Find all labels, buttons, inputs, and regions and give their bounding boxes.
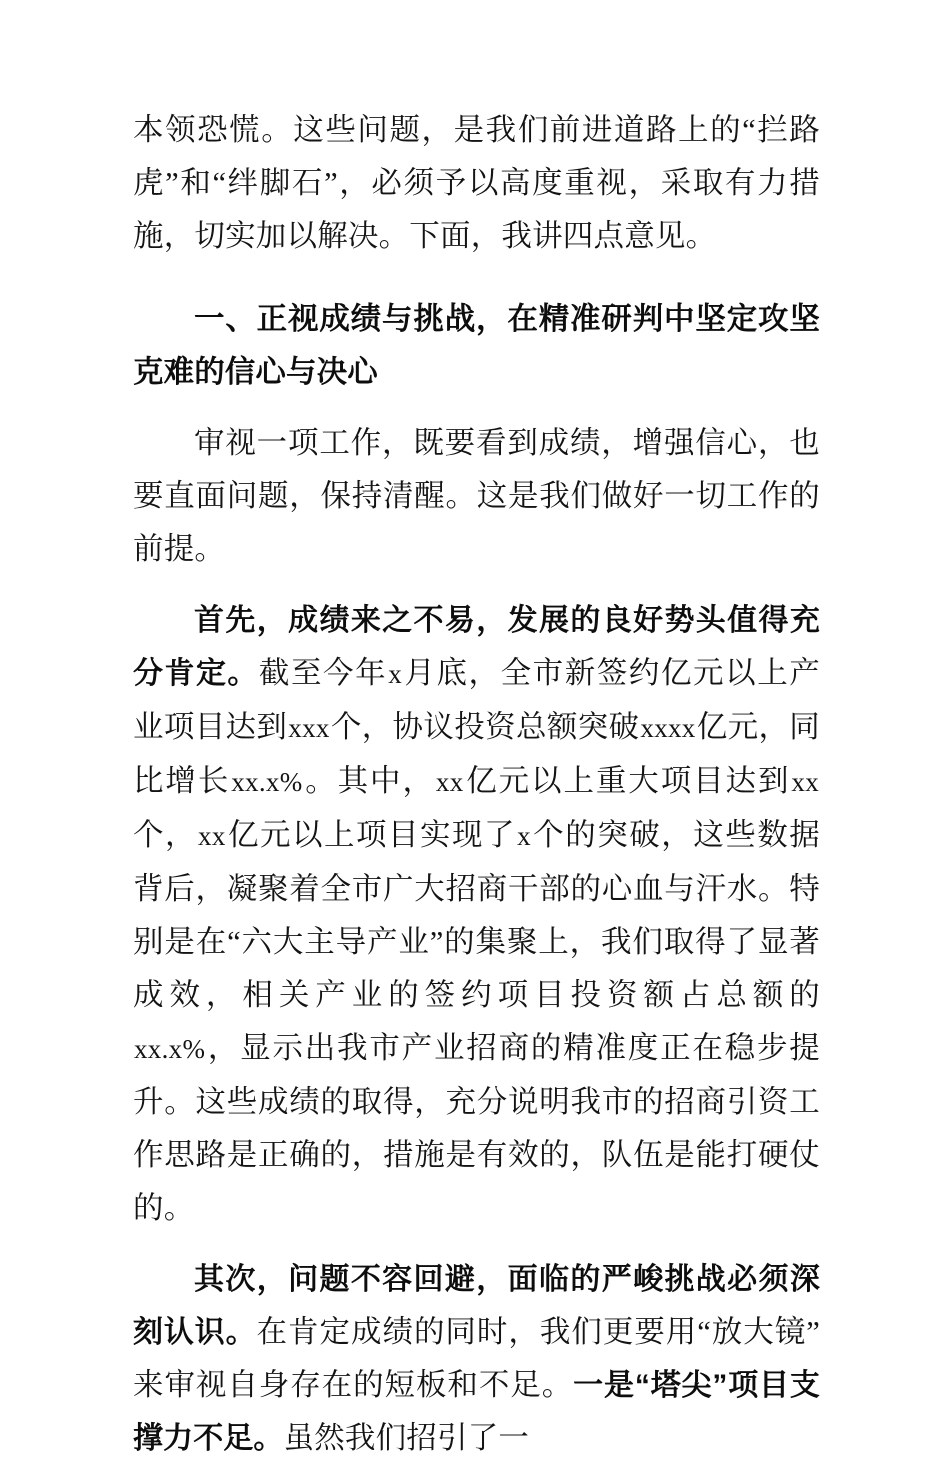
paragraph-review-text: 审视一项工作，既要看到成绩，增强信心，也要直面问题，保持清醒。这是我们做好一切工作的前提。 [133,426,820,566]
spacer-before-heading [133,263,820,293]
paragraph-first-point [133,594,820,1235]
section-heading-one-text: 一、正视成绩与挑战，在精准研判中坚定攻坚克难的信心与决心 [133,302,820,389]
first-placeholder-8: x [517,821,531,851]
paragraph-intro [133,104,820,263]
first-placeholder-1: x [388,659,403,689]
first-placeholder-6: xx [791,767,819,797]
first-placeholder-3: xxxx [640,713,696,743]
first-placeholder-9: xx.x% [134,1034,206,1064]
paragraph-second-sublead: 一是“塔尖”项目支撑力不足。 [133,1369,820,1455]
first-run-8: 亿元以上项目实现了 [226,818,517,852]
paragraph-first-lead: 首先，成绩来之不易，发展的良好势头值得充分肯定。 [133,604,820,690]
spacer-before-second [133,1235,820,1253]
paragraph-intro-text: 本领恐慌。这些问题，是我们前进道路上的“拦路虎”和“绊脚石”，必须予以高度重视，采取有力措施，切实加以解决。下面，我讲四点意见。 [133,113,820,253]
first-run-9: 个的突破，这些数据背后，凝聚着全市广大招商干部的心血与汗水。特别是在“六大主导产业”的集聚上，我们取得了显著成效，相关产业的签约项目投资额占总额的 [133,818,820,1012]
first-run-4: 亿元，同比增长 [133,710,821,798]
first-placeholder-7: xx [198,821,226,851]
spacer-after-heading [133,399,820,417]
spacer-before-first [133,576,820,594]
first-run-2: 月底，全市新签约亿元以上产业项目达到 [133,656,820,744]
paragraph-second-lead: 其次，问题不容回避，面临的严峻挑战必须深刻认识。 [133,1263,820,1349]
document-body [133,104,820,1465]
paragraph-second-point [133,1253,820,1465]
first-run-6: 亿元以上重大项目达到 [464,764,791,798]
second-run-1: 在肯定成绩的同时，我们更要用“放大镜”来审视自身存在的短板和不足。 [133,1315,820,1402]
first-placeholder-2: xxx [288,713,330,743]
first-run-7: 个， [133,818,198,852]
first-run-10: ，显示出我市产业招商的精准度正在稳步提升。这些成绩的取得，充分说明我市的招商引资工作思路是正确的，措施是有效的，队伍是能打硬仗的。 [133,1031,820,1225]
first-run-3: 个，协议投资总额突破 [330,710,640,744]
second-run-2: 虽然我们招引了一 [283,1421,530,1455]
first-run-1: 截至今年 [258,656,388,690]
first-run-5: 。其中， [303,764,435,798]
section-heading-one [133,293,820,399]
paragraph-review [133,417,820,576]
first-placeholder-4: xx.x% [231,767,303,797]
first-placeholder-5: xx [435,767,464,797]
